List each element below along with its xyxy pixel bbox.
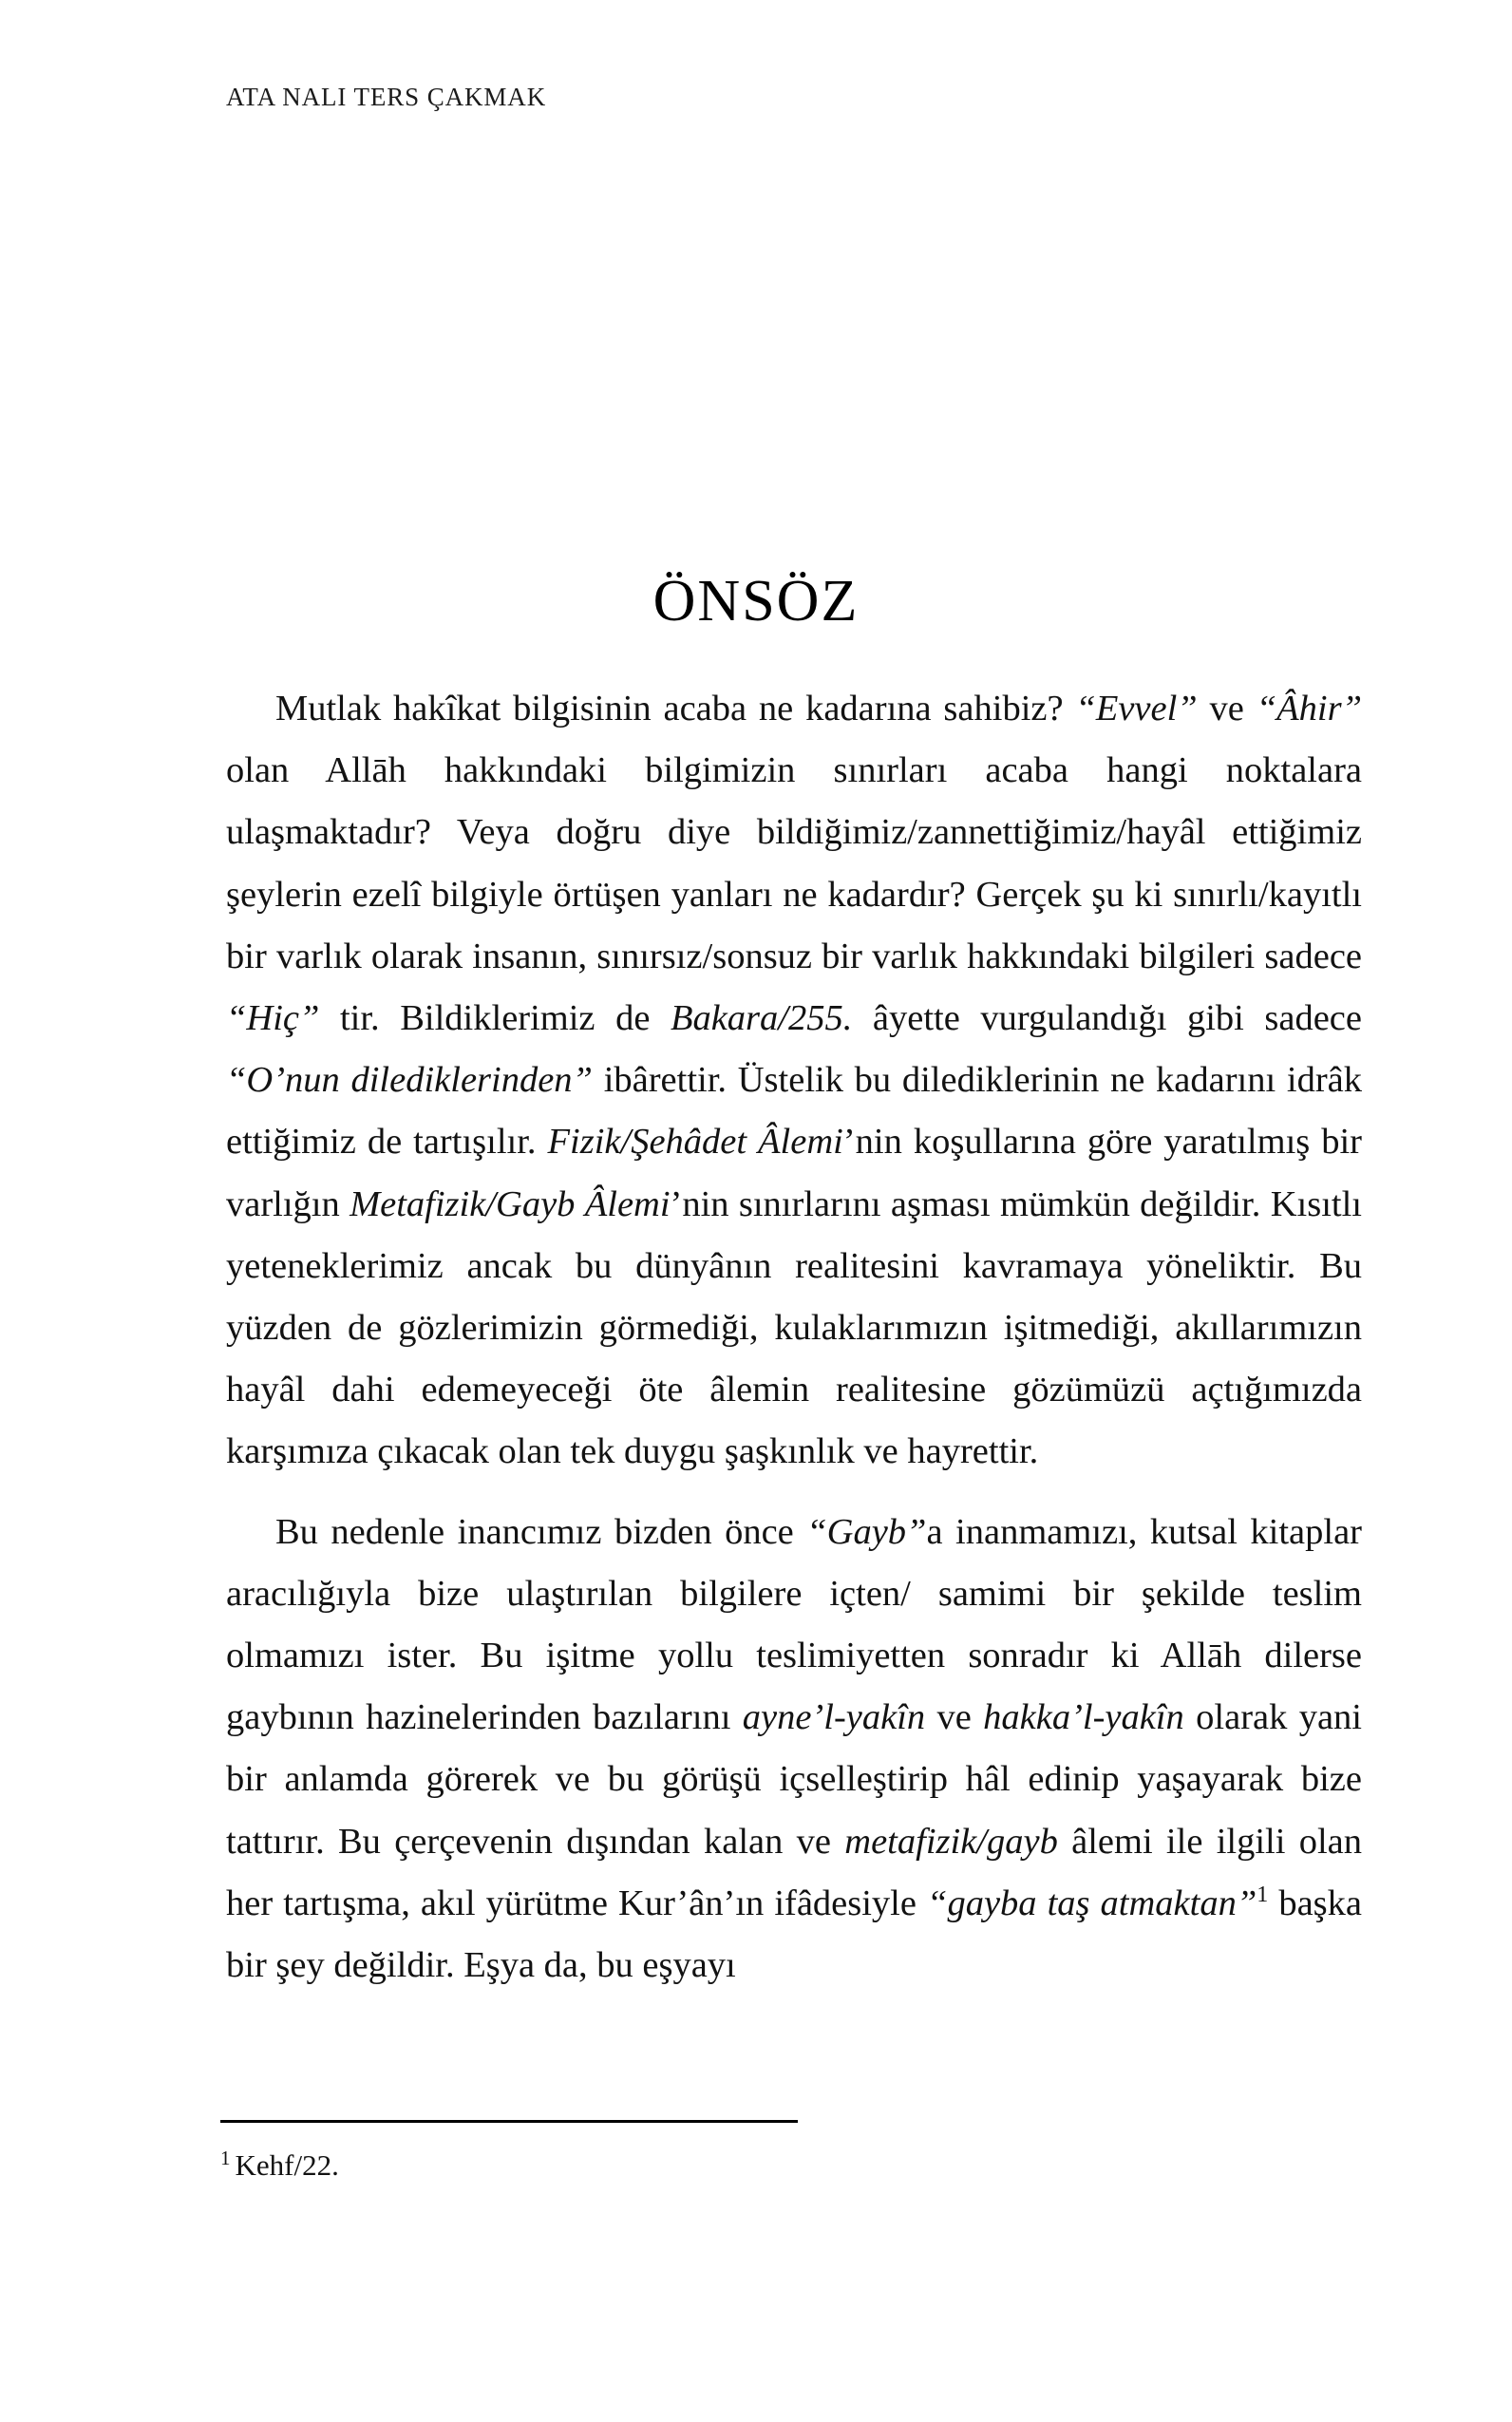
body-text: ’nin sınırlarını aşması mümkün değildir. Kısıtlı yeteneklerimiz ancak bu dünyânın realitesini kavramaya yöneliktir. Bu yüzden de gözlerimizin görmediği, kulaklarımızın işitmediği, akıllarımızın hayâl dahi edemeyeceği öte âlemin realitesine gözümüzü açtığımızda karşımıza çıkacak olan tek duygu şaşkınlık ve hayrettir. [226,1183,1362,1472]
body-text: ve [925,1697,984,1738]
emphasis-text: “Hiç” [226,998,320,1039]
paragraph-1 [226,678,1362,1484]
footnote-text: Kehf/22. [235,2148,339,2182]
emphasis-text: “Âhir” [1256,689,1362,728]
running-header-text: ATA NALI TERS ÇAKMAK [226,83,547,111]
emphasis-text: Fizik/Şehâdet Âlemi [547,1122,843,1163]
emphasis-text: ayne’l-yakîn [742,1697,926,1738]
paragraph-2 [226,1502,1362,1997]
emphasis-text: Bakara/255. [670,998,853,1039]
emphasis-text: “O’nun dilediklerinden” [226,1060,593,1101]
body-text: tir. Bildiklerimiz de [319,998,671,1039]
body-text: ve [1197,689,1257,728]
emphasis-text: metafizik/gayb [844,1821,1058,1862]
footnote-1 [220,2148,1360,2185]
running-header [226,84,1366,112]
emphasis-text: “Evvel” [1075,689,1198,728]
page-title: ÖNSÖZ [652,568,860,634]
footnote-reference: 1 [1257,1883,1269,1908]
body-text: ’nin koşullarına göre yaratılmış bir varlığın [226,1122,1362,1224]
body-text: olan Allāh hakkındaki bilgimizin sınırları acaba hangi noktalara ulaşmaktadır? Veya doğru diye bildiğimiz/zannettiğimiz/hayâl ettiğimiz şeylerin ezelî bilgiyle örtüşen yanları ne kadardır? Gerçek şu ki sınırlı/kayıtlı bir varlık olarak insanın, sınırsız/sonsuz bir varlık hakkındaki bilgileri sadece [226,750,1362,976]
body-text: âlemi ile ilgili olan her tartışma, akıl yürütme Kur’ân’ın ifâdesiyle [226,1821,1363,1923]
footnote-marker: 1 [220,2146,231,2169]
body-text-column [226,678,1362,1996]
footnote-area [220,2120,1360,2185]
emphasis-text: hakka’l-yakîn [983,1697,1184,1738]
body-text: Mutlak hakîkat bilgisinin acaba ne kadarına sahibiz? [275,689,1076,728]
footnote-separator-rule [220,2120,798,2123]
body-text: ibârettir. Üstelik bu dilediklerinin ne kadarını idrâk ettiğimiz de tartışılır. [226,1060,1362,1163]
body-text: Bu nedenle inancımız bizden önce [275,1511,807,1552]
body-text: başka bir şey değildir. Eşya da, bu eşyayı [226,1883,1362,1986]
body-text: âyette vurgulandığı gibi sadece [852,998,1362,1039]
emphasis-text: “gayba taş atmaktan” [927,1883,1257,1923]
emphasis-text: “Gayb” [806,1511,927,1552]
body-text: olarak yani bir anlamda görerek ve bu görüşü içselleştirip hâl edinip yaşayarak bize tattırır. Bu çerçevenin dışından kalan ve [226,1697,1362,1862]
emphasis-text: Metafizik/Gayb Âlemi [350,1183,671,1224]
body-text: a inanmamızı, kutsal kitaplar aracılığıyla bize ulaştırılan bilgilere içten/ samimi bir şekilde teslim olmamızı ister. Bu işitme yollu teslimiyetten sonradır ki Allāh dilerse gaybının hazinelerinden bazılarını [226,1511,1362,1738]
